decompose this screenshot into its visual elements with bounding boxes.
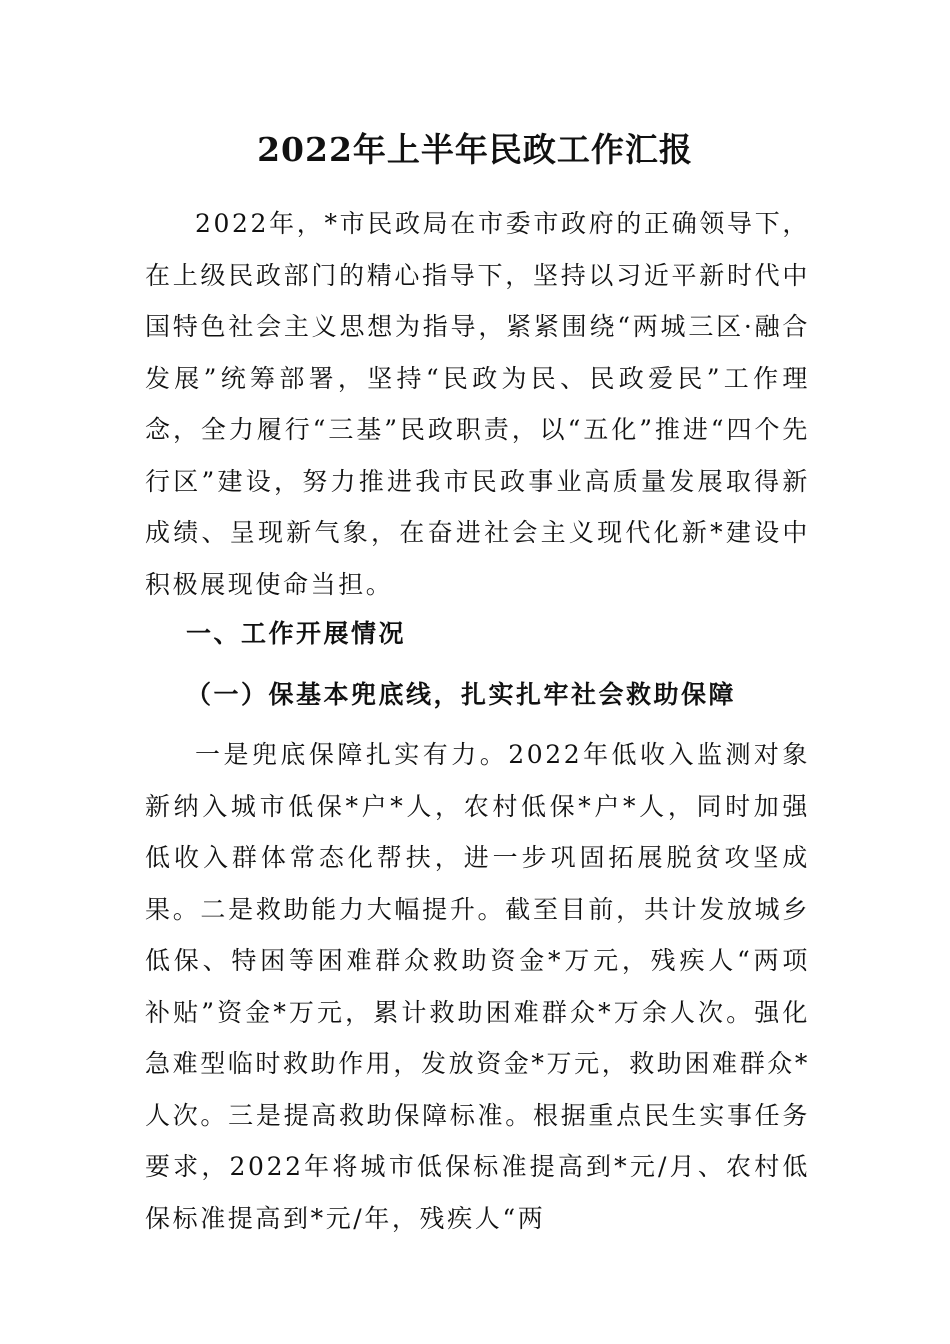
section-heading-work-status: 一、工作开展情况 — [186, 619, 407, 648]
intro-paragraph: 2022年，*市民政局在市委市政府的正确领导下，在上级民政部门的精心指导下，坚持以习近平新时代中国特色社会主义思想为指导，紧紧围绕“两城三区·融合发展”统筹部署，坚持“民政为民、民政爱民”工作理念，全力履行“三基”民政职责，以“五化”推进“四个先行区”建设，努力推进我市民政事业高质量发展取得新成绩、呈现新气象，在奋进社会主义现代化新*建设中积极展现使命当担。 — [145, 209, 810, 599]
subsection-heading-social-assistance: （一）保基本兜底线，扎实扎牢社会救助保障 — [186, 680, 737, 709]
document-title: 2022年上半年民政工作汇报 — [257, 130, 693, 169]
subsection-body-paragraph: 一是兜底保障扎实有力。2022年低收入监测对象新纳入城市低保*户*人，农村低保*户*人，同时加强低收入群体常态化帮扶，进一步巩固拓展脱贫攻坚成果。二是救助能力大幅提升。截至目前，共计发放城乡低保、特困等困难群众救助资金*万元，残疾人“两项补贴”资金*万元，累计救助困难群众*万余人次。强化急难型临时救助作用，发放资金*万元，救助困难群众*人次。三是提高救助保障标准。根据重点民生实事任务要求，2022年将城市低保标准提高到*元/月、农村低保标准提高到*元/年，残疾人“两 — [145, 740, 811, 1233]
